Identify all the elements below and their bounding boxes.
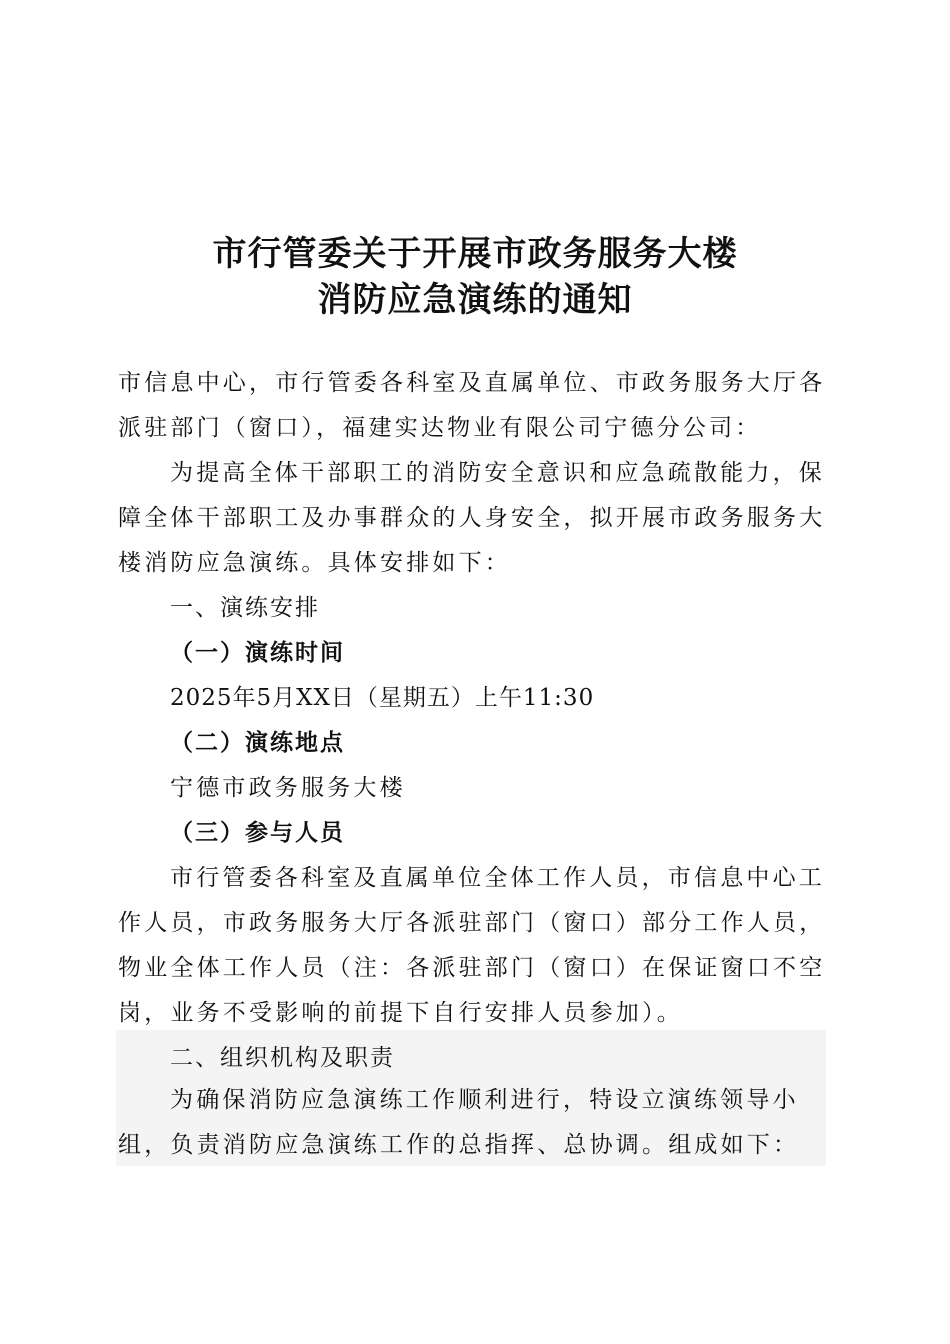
section2-heading: 二、组织机构及职责 (170, 1045, 395, 1071)
section2-line1: 为确保消防应急演练工作顺利进行，特设立演练领导小 (170, 1087, 799, 1113)
sub3-line2: 作人员，市政务服务大厅各派驻部门（窗口）部分工作人员， (118, 910, 826, 936)
salutation-line2: 派驻部门（窗口），福建实达物业有限公司宁德分公司： (118, 415, 762, 441)
sub1-text: 2025年5月XX日（星期五）上午11:30 (170, 685, 595, 711)
salutation-line1: 市信息中心，市行管委各科室及直属单位、市政务服务大厅各 (118, 370, 826, 396)
sub3-line3: 物业全体工作人员（注：各派驻部门（窗口）在保证窗口不空 (118, 955, 826, 981)
sub2-heading: （二）演练地点 (170, 729, 345, 756)
sub1-heading: （一）演练时间 (170, 639, 345, 666)
section1-heading: 一、演练安排 (170, 595, 320, 621)
sub2-text: 宁德市政务服务大楼 (170, 775, 406, 801)
document-title-line1: 市行管委关于开展市政务服务大楼 (212, 234, 738, 274)
section2-line2: 组，负责消防应急演练工作的总指挥、总协调。组成如下： (118, 1132, 800, 1158)
intro-line1: 为提高全体干部职工的消防安全意识和应急疏散能力，保 (170, 460, 825, 486)
sub3-line4: 岗，业务不受影响的前提下自行安排人员参加）。 (118, 1000, 683, 1026)
intro-line2: 障全体干部职工及办事群众的人身安全，拟开展市政务服务大 (118, 505, 826, 531)
intro-line3: 楼消防应急演练。具体安排如下： (118, 550, 511, 576)
document-title-line2: 消防应急演练的通知 (317, 280, 633, 320)
sub3-line1: 市行管委各科室及直属单位全体工作人员，市信息中心工 (170, 865, 825, 891)
sub3-heading: （三）参与人员 (170, 819, 345, 846)
